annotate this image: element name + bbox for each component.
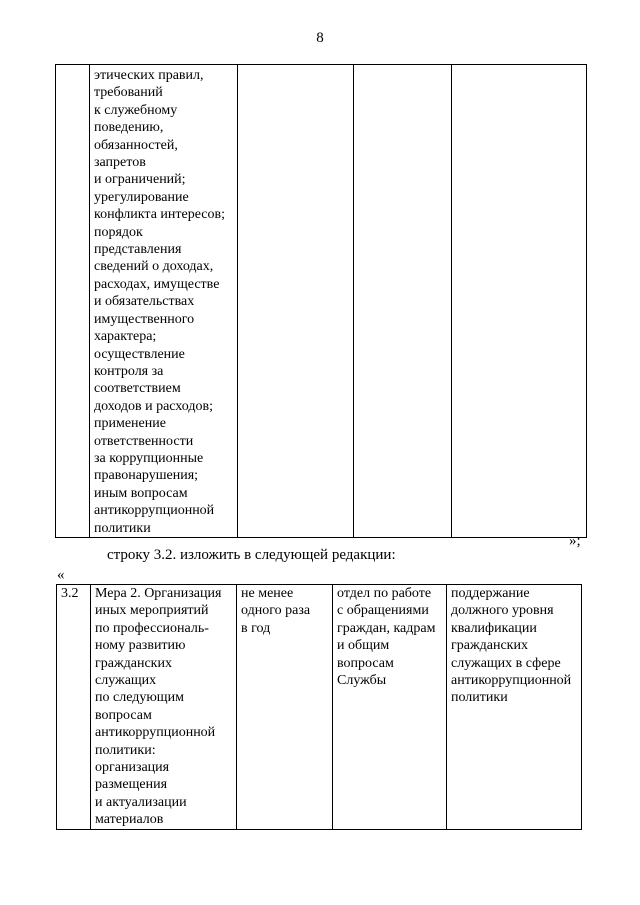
responsible-line: и общим xyxy=(337,638,390,654)
measure-line: материалов xyxy=(95,812,164,828)
measure-line: иным вопросам xyxy=(94,485,188,501)
responsible-line: вопросам xyxy=(337,655,394,671)
measure-line: характера; xyxy=(94,329,157,345)
measure-line: поведению, xyxy=(94,120,164,136)
measure-line: представления xyxy=(94,242,182,258)
number-cell xyxy=(56,65,90,538)
frequency-text xyxy=(241,585,330,637)
frequency-cell xyxy=(238,65,354,538)
measure-line: служащих xyxy=(95,673,157,689)
instruction-text: строку 3.2. изложить в следующей редакции: xyxy=(107,547,396,563)
measure-line: и актуализации xyxy=(95,794,187,810)
measure-line: имущественного xyxy=(94,311,195,327)
continued-measures-table xyxy=(55,64,587,538)
row-number: 3.2 xyxy=(61,586,79,601)
measure-line: организация xyxy=(95,760,170,776)
measure-line: и обязательствах xyxy=(94,294,195,310)
measure-line: политики xyxy=(94,520,151,536)
measure-cell xyxy=(91,585,237,830)
result-text xyxy=(451,585,579,707)
responsible-line: с обращениями xyxy=(337,603,429,619)
result-line: гражданских xyxy=(451,638,528,654)
measure-line: расходах, имуществе xyxy=(94,276,220,292)
measure-line: к служебному xyxy=(94,102,178,118)
measure-line: запретов xyxy=(94,155,146,171)
new-row-table xyxy=(56,584,582,830)
frequency-line: не менее xyxy=(241,586,294,601)
measure-line: этических правил, xyxy=(94,68,204,83)
measure-line: гражданских xyxy=(95,655,172,671)
table-row xyxy=(57,585,582,830)
measure-line: антикоррупционной xyxy=(94,503,215,519)
opening-quote: « xyxy=(57,567,65,583)
frequency-cell xyxy=(237,585,333,830)
measure-text xyxy=(94,67,235,537)
result-line: служащих в сфере xyxy=(451,655,561,671)
result-line: квалификации xyxy=(451,620,537,636)
result-cell xyxy=(452,65,587,538)
measure-line: Мера 2. Организация xyxy=(95,586,222,601)
measure-line: размещения xyxy=(95,777,168,793)
closing-quote: »; xyxy=(569,533,581,549)
frequency-line: одного раза xyxy=(241,603,311,619)
measure-line: ответственности xyxy=(94,433,194,449)
responsible-cell xyxy=(333,585,447,830)
responsible-cell xyxy=(354,65,452,538)
responsible-line: граждан, кадрам xyxy=(337,620,436,636)
result-line: антикоррупционной xyxy=(451,673,572,689)
measure-line: по следующим xyxy=(95,690,184,706)
page-number: 8 xyxy=(316,30,324,46)
measure-text xyxy=(95,585,234,829)
frequency-line: в год xyxy=(241,620,271,636)
measure-line: доходов и расходов; xyxy=(94,398,213,414)
measure-line: урегулирование xyxy=(94,189,189,205)
row-number-cell xyxy=(57,585,91,830)
measure-line: за коррупционные xyxy=(94,450,204,466)
responsible-text xyxy=(337,585,444,689)
measure-line: обязанностей, xyxy=(94,137,178,153)
measure-line: контроля за xyxy=(94,363,164,379)
measure-line: конфликта интересов; xyxy=(94,207,225,223)
result-cell xyxy=(447,585,582,830)
measure-line: ному развитию xyxy=(95,638,186,654)
measure-line: требований xyxy=(94,85,163,101)
result-line: поддержание xyxy=(451,586,530,601)
measure-line: применение xyxy=(94,416,166,432)
measure-line: осуществление xyxy=(94,346,185,362)
measure-line: антикоррупционной xyxy=(95,725,216,741)
measure-line: правонарушения; xyxy=(94,468,199,484)
measure-line: по профессиональ- xyxy=(95,620,209,636)
measure-line: и ограничений; xyxy=(94,172,186,188)
result-line: должного уровня xyxy=(451,603,554,619)
measure-cell xyxy=(90,65,238,538)
measure-line: политики: xyxy=(95,742,156,758)
table-row xyxy=(56,65,587,538)
measure-line: порядок xyxy=(94,224,143,240)
measure-line: иных мероприятий xyxy=(95,603,209,619)
responsible-line: Службы xyxy=(337,673,387,689)
measure-line: соответствием xyxy=(94,381,181,397)
responsible-line: отдел по работе xyxy=(337,586,432,601)
result-line: политики xyxy=(451,690,508,706)
measure-line: вопросам xyxy=(95,707,152,723)
measure-line: сведений о доходах, xyxy=(94,259,214,275)
